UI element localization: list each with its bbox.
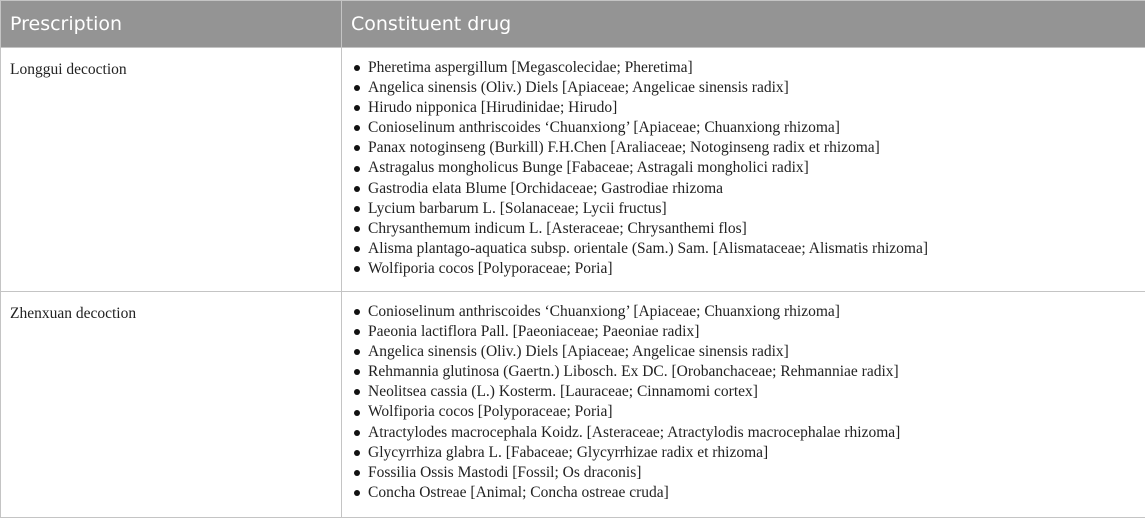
bullet-icon: [354, 389, 360, 395]
bullet-icon: [354, 349, 360, 355]
drug-text: Panax notoginseng (Burkill) F.H.Chen [Araliaceae; Notoginseng radix et rhizoma]: [368, 139, 880, 157]
list-item: [351, 423, 1136, 443]
bullet-icon: [354, 450, 360, 456]
bullet-icon: [354, 85, 360, 91]
list-item: [351, 158, 1136, 178]
list-item: [351, 463, 1136, 483]
list-item: [351, 219, 1136, 239]
bullet-icon: [354, 166, 360, 172]
bullet-icon: [354, 145, 360, 151]
bullet-icon: [354, 226, 360, 232]
list-item: [351, 118, 1136, 138]
list-item: [351, 302, 1136, 322]
list-item: [351, 138, 1136, 158]
table-body: [1, 48, 1145, 518]
bullet-icon: [354, 410, 360, 416]
list-item: [351, 239, 1136, 259]
list-item: [351, 322, 1136, 342]
drug-text: Angelica sinensis (Oliv.) Diels [Apiaceae; Angelicae sinensis radix]: [368, 79, 789, 97]
list-item: [351, 483, 1136, 503]
drug-text: Pheretima aspergillum [Megascolecidae; Pheretima]: [368, 59, 693, 76]
bullet-icon: [354, 65, 360, 71]
list-item: [351, 58, 1136, 78]
bullet-icon: [354, 105, 360, 111]
bullet-icon: [354, 490, 360, 496]
drug-text: Alisma plantago-aquatica subsp. orientale (Sam.) Sam. [Alismataceae; Alismatis rhizoma]: [368, 239, 928, 257]
prescription-cell: Longgui decoction: [1, 48, 342, 292]
prescription-cell: Zhenxuan decoction: [1, 292, 342, 518]
table-row: [1, 48, 1145, 292]
drug-text: Atractylodes macrocephala Koidz. [Asteraceae; Atractylodis macrocephalae rhizoma]: [368, 423, 901, 441]
drug-text: Fossilia Ossis Mastodi [Fossil; Os draconis]: [368, 463, 642, 481]
bullet-icon: [354, 470, 360, 476]
list-item: [351, 199, 1136, 219]
list-item: [351, 78, 1136, 98]
drug-text: Paeonia lactiflora Pall. [Paeoniaceae; Paeoniae radix]: [368, 323, 700, 341]
bullet-icon: [354, 369, 360, 375]
bullet-icon: [354, 206, 360, 212]
drug-text: Angelica sinensis (Oliv.) Diels [Apiaceae; Angelicae sinensis radix]: [368, 343, 789, 361]
bullet-icon: [354, 309, 360, 315]
list-item: [351, 98, 1136, 118]
drug-text: Concha Ostreae [Animal; Concha ostreae cruda]: [368, 483, 669, 501]
list-item: [351, 402, 1136, 422]
table-row: [1, 292, 1145, 518]
drug-text: Rehmannia glutinosa (Gaertn.) Libosch. Ex DC. [Orobanchaceae; Rehmanniae radix]: [368, 363, 899, 381]
drug-text: Chrysanthemum indicum L. [Asteraceae; Chrysanthemi flos]: [368, 219, 747, 237]
bullet-icon: [354, 125, 360, 131]
drug-text: Astragalus mongholicus Bunge [Fabaceae; Astragali mongholici radix]: [368, 159, 809, 177]
drug-list: [351, 58, 1136, 279]
bullet-icon: [354, 266, 360, 272]
drug-text: Neolitsea cassia (L.) Kosterm. [Lauraceae; Cinnamomi cortex]: [368, 383, 758, 401]
drug-text: Wolfiporia cocos [Polyporaceae; Poria]: [368, 259, 613, 277]
list-item: [351, 179, 1136, 199]
bullet-icon: [354, 246, 360, 252]
header-constituent-drug: Constituent drug: [342, 1, 1145, 48]
bullet-icon: [354, 430, 360, 436]
header-row: [1, 1, 1145, 48]
drugs-cell: [342, 292, 1145, 518]
drug-list: [351, 302, 1136, 503]
drug-text: Glycyrrhiza glabra L. [Fabaceae; Glycyrrhizae radix et rhizoma]: [368, 443, 769, 461]
drugs-cell: [342, 48, 1145, 292]
drug-text: Hirudo nipponica [Hirudinidae; Hirudo]: [368, 99, 618, 117]
bullet-icon: [354, 186, 360, 192]
drug-text: Gastrodia elata Blume [Orchidaceae; Gastrodiae rhizoma: [368, 179, 724, 197]
table-header: [1, 1, 1145, 48]
list-item: [351, 443, 1136, 463]
drug-text: Conioselinum anthriscoides ‘Chuanxiong’ [Apiaceae; Chuanxiong rhizoma]: [368, 303, 840, 320]
list-item: [351, 382, 1136, 402]
list-item: [351, 342, 1136, 362]
list-item: [351, 259, 1136, 279]
drug-text: Wolfiporia cocos [Polyporaceae; Poria]: [368, 403, 613, 421]
list-item: [351, 362, 1136, 382]
drug-text: Lycium barbarum L. [Solanaceae; Lycii fructus]: [368, 199, 667, 217]
drug-text: Conioselinum anthriscoides ‘Chuanxiong’ [Apiaceae; Chuanxiong rhizoma]: [368, 119, 840, 137]
header-prescription: Prescription: [1, 1, 342, 48]
bullet-icon: [354, 329, 360, 335]
